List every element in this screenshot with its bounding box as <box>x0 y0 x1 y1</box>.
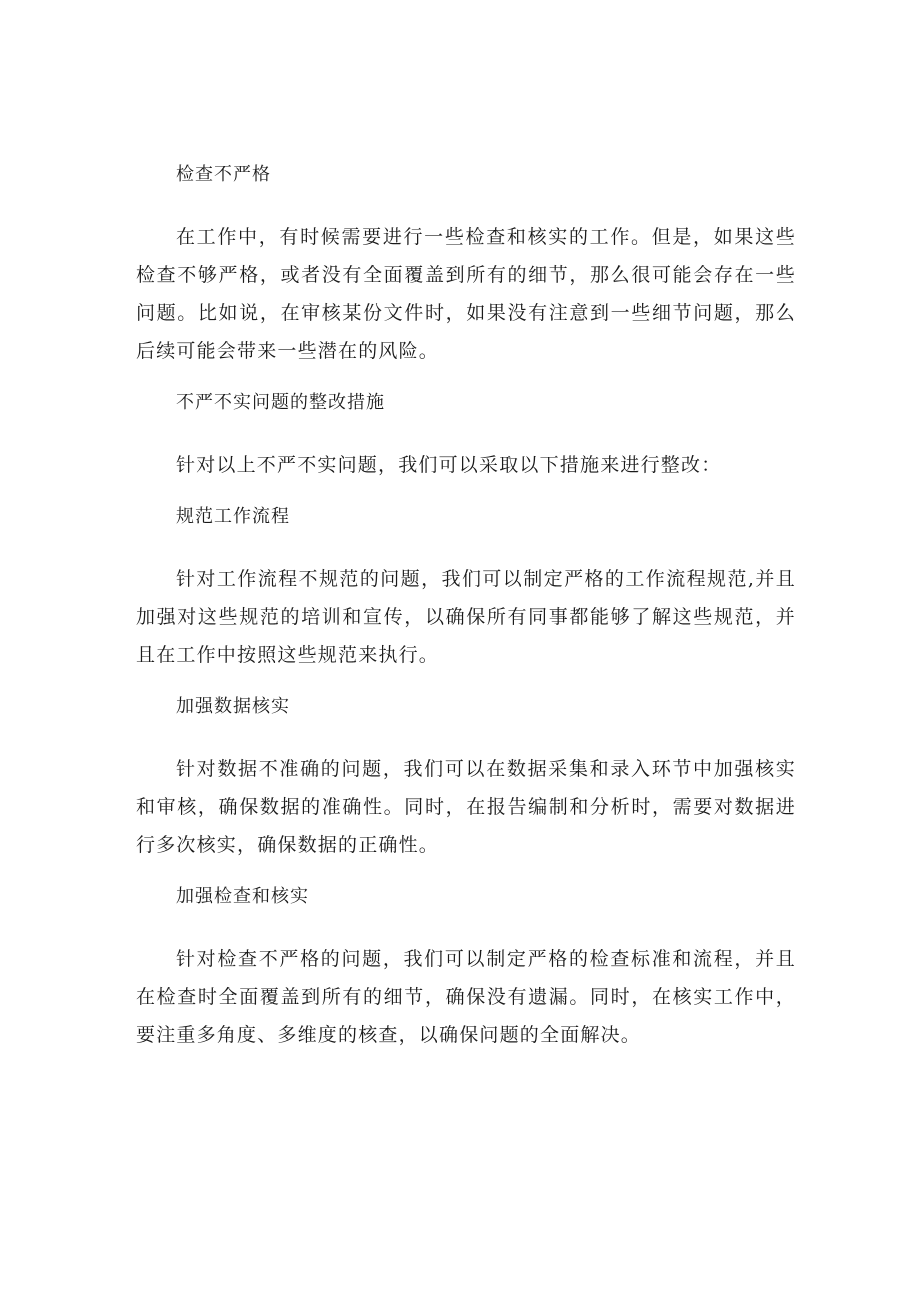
section-heading-inspection: 检查不严格 <box>176 164 271 185</box>
section-paragraph-workflow: 针对工作流程不规范的问题，我们可以制定严格的工作流程规范,并且加强对这些规范的培训和宣传，以确保所有同事都能够了解这些规范，并且在工作中按照这些规范来执行。 <box>136 568 796 666</box>
section-paragraph-inspection: 在工作中，有时候需要进行一些检查和核实的工作。但是，如果这些检查不够严格，或者没有全面覆盖到所有的细节，那么很可能会存在一些问题。比如说，在审核某份文件时，如果没有注意到一些细节问题，那么后续可能会带来一些潜在的风险。 <box>136 226 796 362</box>
section-paragraph-check-verify: 针对检查不严格的问题，我们可以制定严格的检查标准和流程，并且在检查时全面覆盖到所有的细节，确保没有遗漏。同时，在核实工作中，要注重多角度、多维度的核查，以确保问题的全面解决。 <box>136 948 796 1046</box>
section-paragraph-rectification: 针对以上不严不实问题，我们可以采取以下措施来进行整改： <box>176 454 722 476</box>
section-heading-check-verify: 加强检查和核实 <box>176 886 309 907</box>
section-heading-data-verification: 加强数据核实 <box>176 696 290 717</box>
document-body <box>136 160 796 1072</box>
section-heading-rectification: 不严不实问题的整改措施 <box>176 392 385 413</box>
section-heading-workflow: 规范工作流程 <box>176 506 290 527</box>
section-paragraph-data-verification: 针对数据不准确的问题，我们可以在数据采集和录入环节中加强核实和审核，确保数据的准确性。同时，在报告编制和分析时，需要对数据进行多次核实，确保数据的正确性。 <box>136 758 796 856</box>
